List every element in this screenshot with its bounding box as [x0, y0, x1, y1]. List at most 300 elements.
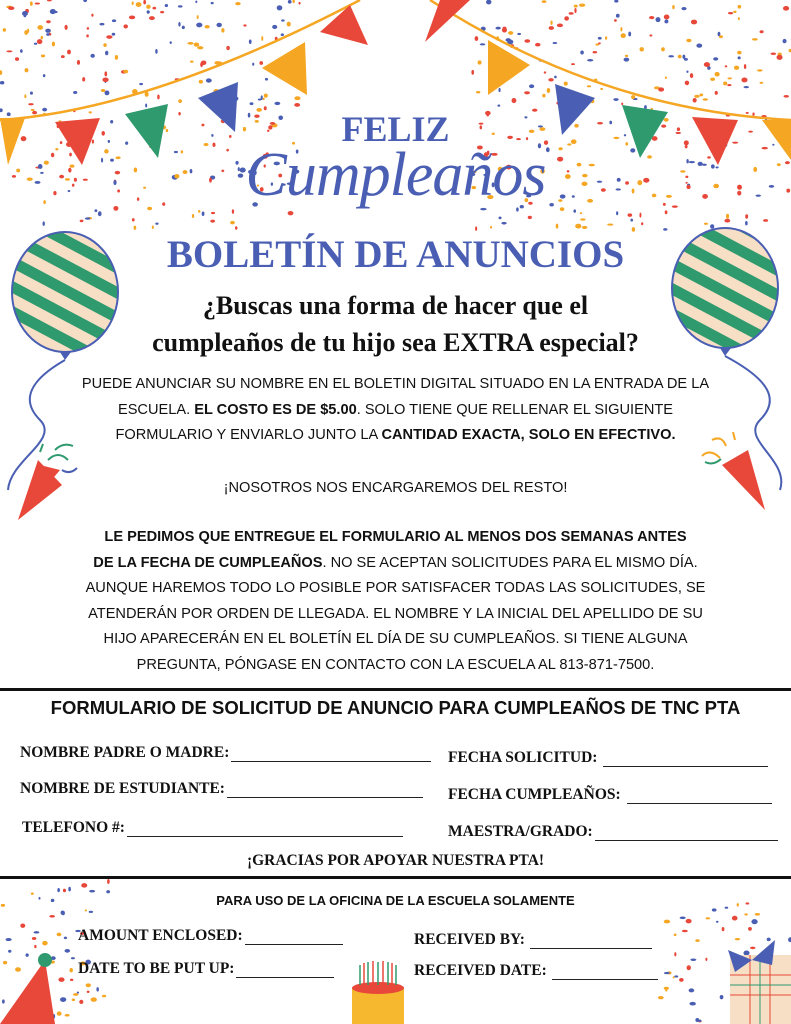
amount-enclosed-input[interactable]	[245, 931, 343, 945]
confetti-dot	[689, 1002, 695, 1006]
teacher-grade-input[interactable]	[595, 827, 778, 841]
confetti-dot	[249, 39, 252, 43]
intro-line	[0, 398, 791, 424]
confetti-dot	[112, 33, 116, 36]
confetti-dot	[57, 1011, 62, 1015]
notice-line: HIJO APARECERÁN EN EL BOLETÍN EL DÍA DE SU CUMPLEAÑOS. SI TIENE ALGUNA	[103, 631, 688, 647]
confetti-dot	[102, 77, 108, 82]
confetti-dot	[99, 23, 104, 26]
confetti-dot	[104, 71, 107, 76]
confetti-dot	[554, 76, 557, 79]
confetti-dot	[593, 51, 598, 53]
confetti-dot	[750, 947, 755, 950]
confetti-dot	[25, 68, 29, 72]
intro-line: PUEDE ANUNCIAR SU NOMBRE EN EL BOLETIN DIGITAL SITUADO EN LA ENTRADA DE LA	[81, 376, 710, 392]
confetti-dot	[630, 219, 633, 222]
confetti-dot	[598, 37, 602, 40]
birthday-cake	[352, 961, 404, 1024]
confetti-dot	[72, 998, 75, 1001]
confetti-dot	[69, 968, 72, 972]
confetti-dot	[91, 14, 93, 17]
confetti-dot	[77, 60, 80, 65]
confetti-dot	[147, 10, 150, 14]
confetti-dot	[45, 29, 51, 33]
divider	[0, 688, 791, 691]
confetti-dot	[77, 992, 79, 994]
confetti-dot	[529, 84, 534, 88]
confetti-dot	[690, 958, 696, 961]
confetti-dot	[210, 220, 215, 223]
field-label: TELEFONO #:	[22, 819, 125, 836]
page-title: BOLETÍN DE ANUNCIOS	[166, 233, 625, 276]
confetti-dot	[471, 70, 474, 75]
confetti-dot	[783, 39, 787, 43]
question-heading	[0, 287, 791, 361]
confetti-dot	[107, 879, 110, 884]
confetti-dot	[129, 15, 135, 19]
confetti-dot	[741, 78, 747, 83]
confetti-dot	[713, 57, 718, 60]
notice-line: PREGUNTA, PÓNGASE EN CONTACTO CON LA ESCUELA AL 813-871-7500.	[136, 656, 655, 673]
confetti-dot	[719, 35, 723, 38]
text: . NO SE ACEPTAN SOLICITUDES PARA EL MISMO DÍA.	[322, 554, 698, 571]
confetti-dot	[288, 0, 292, 4]
confetti-dot	[123, 70, 128, 74]
confetti-dot	[155, 222, 158, 224]
confetti-dot	[649, 16, 654, 19]
confetti-dot	[542, 94, 545, 98]
confetti-dot	[57, 888, 60, 892]
confetti-dot	[564, 82, 568, 86]
confetti-dot	[15, 57, 19, 61]
confetti-dot	[542, 0, 547, 3]
cumpleanos-script-heading: Cumpleaños	[245, 141, 546, 209]
confetti-dot	[502, 27, 506, 31]
confetti-dot	[146, 5, 150, 9]
confetti-dot	[517, 33, 521, 35]
confetti-dot	[192, 214, 194, 218]
confetti-dot	[259, 61, 263, 65]
confetti-dot	[767, 938, 771, 942]
confetti-dot	[43, 74, 45, 77]
thanks-text: ¡GRACIAS POR APOYAR NUESTRA PTA!	[246, 852, 545, 869]
confetti-dot	[752, 38, 758, 41]
confetti-dot	[89, 911, 93, 913]
confetti-dot	[616, 14, 620, 18]
notice-line: ATENDERÁN POR ORDEN DE LLEGADA. EL NOMBRE Y LA INICIAL DEL APELLIDO DE SU	[88, 605, 703, 622]
confetti-dot	[682, 55, 685, 59]
confetti-dot	[723, 82, 727, 86]
notice-line: LE PEDIMOS QUE ENTREGUE EL FORMULARIO AL MENOS DOS SEMANAS ANTES	[104, 529, 687, 545]
confetti-dot	[665, 77, 667, 79]
confetti-dot	[64, 937, 67, 939]
confetti-dot	[580, 51, 584, 55]
confetti-dot	[695, 939, 699, 942]
confetti-dot	[170, 41, 172, 44]
confetti-dot	[744, 913, 747, 915]
confetti-dot	[656, 17, 661, 22]
confetti-dot	[6, 50, 12, 52]
confetti-dot	[475, 226, 477, 231]
gift-box	[728, 940, 791, 1024]
confetti-dot	[230, 221, 235, 225]
confetti-dot	[605, 36, 607, 40]
confetti-dot	[621, 33, 626, 38]
confetti-dot	[261, 36, 263, 41]
received-by-input[interactable]	[530, 935, 652, 949]
confetti-dot	[73, 993, 79, 996]
birthday-date-input[interactable]	[627, 790, 772, 804]
confetti-dot	[272, 25, 277, 29]
request-date-field[interactable]	[448, 749, 768, 767]
confetti-dot	[720, 995, 724, 999]
confetti-dot	[686, 70, 688, 72]
confetti-dot	[600, 88, 603, 90]
confetti-dot	[693, 98, 697, 103]
confetti-dot	[486, 0, 491, 4]
confetti-dot	[15, 967, 21, 972]
confetti-dot	[57, 933, 62, 937]
confetti-dot	[287, 22, 291, 27]
confetti-dot	[27, 29, 29, 33]
confetti-dot	[783, 95, 789, 98]
confetti-dot	[715, 72, 720, 77]
confetti-dot	[211, 212, 215, 214]
notice-paragraph	[0, 525, 791, 678]
phone-field[interactable]	[22, 819, 403, 837]
confetti-dot	[672, 5, 674, 9]
confetti-dot	[61, 911, 65, 915]
confetti-dot	[733, 11, 736, 13]
confetti-dot	[206, 78, 212, 82]
feliz-heading: FELIZ	[341, 109, 450, 149]
confetti-dot	[145, 103, 147, 107]
confetti-dot	[686, 919, 692, 923]
confetti-dot	[3, 961, 7, 965]
confetti-dot	[735, 938, 740, 940]
confetti-dot	[703, 98, 708, 101]
confetti-dot	[571, 63, 575, 65]
confetti-dot	[751, 919, 757, 924]
confetti-dot	[82, 77, 85, 81]
confetti-dot	[587, 59, 593, 62]
confetti-dot	[103, 43, 106, 47]
confetti-dot	[580, 212, 582, 214]
field-label: FECHA SOLICITUD:	[448, 749, 598, 766]
field-label: RECEIVED DATE:	[414, 962, 547, 979]
confetti-dot	[620, 27, 622, 32]
confetti-dot	[745, 221, 748, 225]
confetti-dot	[194, 43, 199, 47]
confetti-dot	[556, 224, 559, 229]
confetti-dot	[549, 26, 554, 30]
confetti-dot	[673, 976, 675, 978]
confetti-dot	[165, 4, 168, 7]
confetti-dot	[149, 16, 155, 20]
confetti-dot	[79, 1000, 83, 1004]
confetti-dot	[524, 39, 530, 43]
confetti-dot	[553, 42, 558, 44]
confetti-dot	[722, 927, 725, 931]
amount-enclosed-field[interactable]	[78, 927, 343, 945]
text: DE LA FECHA DE CUMPLEAÑOS	[93, 554, 323, 571]
confetti-dot	[143, 0, 146, 4]
confetti-dot	[196, 23, 202, 28]
student-name-field[interactable]	[20, 780, 423, 798]
confetti-dot	[699, 93, 703, 96]
confetti-dot	[681, 7, 686, 10]
confetti-dot	[686, 39, 691, 42]
confetti-dot	[49, 915, 55, 918]
confetti-dot	[495, 27, 500, 30]
confetti-dot	[292, 0, 294, 3]
notice-line	[0, 551, 791, 577]
confetti-dot	[687, 965, 691, 970]
confetti-dot	[160, 11, 164, 14]
confetti-dot	[777, 55, 783, 60]
confetti-dot	[664, 972, 670, 974]
confetti-dot	[106, 35, 112, 39]
confetti-dot	[614, 19, 617, 22]
confetti-dot	[490, 226, 492, 229]
confetti-dot	[258, 98, 262, 100]
confetti-dot	[294, 103, 300, 107]
confetti-dot	[544, 71, 547, 73]
field-label: AMOUNT ENCLOSED:	[78, 927, 243, 944]
confetti-dot	[123, 24, 128, 28]
received-date-field[interactable]	[414, 962, 658, 980]
confetti-dot	[726, 214, 729, 219]
confetti-dot	[28, 103, 33, 105]
confetti-dot	[201, 61, 207, 66]
confetti-dot	[498, 217, 501, 220]
confetti-dot	[744, 64, 746, 69]
confetti-dot	[152, 225, 154, 228]
confetti-dot	[22, 11, 28, 16]
confetti-dot	[134, 226, 137, 230]
confetti-dot	[187, 42, 193, 45]
confetti-dot	[178, 99, 182, 103]
confetti-dot	[704, 62, 710, 67]
confetti-dot	[73, 91, 77, 94]
closing-line: ¡NOSOTROS NOS ENCARGAREMOS DEL RESTO!	[223, 480, 568, 496]
confetti-dot	[157, 95, 160, 100]
field-label: FECHA CUMPLEAÑOS:	[448, 786, 621, 803]
confetti-dot	[613, 98, 618, 101]
confetti-dot	[745, 214, 748, 218]
confetti-dot	[71, 957, 75, 959]
cost-text: EL COSTO ES DE $5.00	[194, 401, 357, 418]
confetti-dot	[235, 226, 238, 230]
confetti-dot	[115, 55, 118, 60]
confetti-dot	[60, 997, 66, 1002]
confetti-dot	[30, 92, 33, 95]
teacher-grade-field[interactable]	[448, 823, 778, 841]
confetti-dot	[46, 20, 51, 23]
confetti-dot	[664, 920, 670, 924]
confetti-dot	[41, 36, 44, 39]
confetti-dot	[65, 949, 70, 953]
field-label: NOMBRE DE ESTUDIANTE:	[20, 780, 225, 797]
confetti-dot	[582, 226, 587, 229]
confetti-dot	[52, 11, 58, 13]
confetti-dot	[760, 82, 764, 84]
confetti-dot	[579, 3, 585, 6]
field-label: RECEIVED BY:	[414, 931, 525, 948]
confetti-dot	[211, 2, 214, 4]
confetti-dot	[628, 213, 633, 216]
field-label: MAESTRA/GRADO:	[448, 823, 593, 840]
confetti-dot	[728, 12, 733, 14]
confetti-dot	[498, 88, 500, 92]
confetti-dot	[152, 7, 156, 10]
confetti-dot	[41, 54, 45, 57]
confetti-dot	[102, 995, 106, 998]
confetti-dot	[685, 81, 689, 86]
confetti-dot	[132, 218, 135, 221]
confetti-dot	[587, 85, 591, 87]
text: . SOLO TIENE QUE RELLENAR EL SIGUIENTE	[356, 401, 674, 418]
confetti-dot	[680, 917, 686, 920]
confetti-dot	[512, 98, 517, 103]
confetti-dot	[101, 89, 106, 92]
confetti-dot	[715, 91, 718, 95]
confetti-dot	[725, 65, 728, 67]
birthday-date-field[interactable]	[448, 786, 772, 804]
confetti-dot	[674, 975, 678, 977]
confetti-dot	[70, 979, 73, 981]
confetti-dot	[235, 2, 240, 5]
confetti-dot	[65, 1014, 70, 1017]
confetti-dot	[664, 987, 669, 990]
confetti-dot	[569, 12, 574, 15]
parent-name-field[interactable]	[20, 744, 431, 762]
intro-line	[0, 423, 791, 449]
confetti-dot	[501, 222, 506, 225]
confetti-dot	[738, 17, 740, 20]
confetti-dot	[243, 24, 246, 26]
question-line: cumpleaños de tu hijo sea EXTRA especial?	[152, 328, 639, 357]
confetti-dot	[132, 2, 134, 5]
confetti-dot	[105, 51, 108, 56]
confetti-dot	[63, 889, 66, 893]
confetti-dot	[67, 50, 71, 55]
confetti-dot	[732, 916, 738, 921]
confetti-dot	[734, 66, 739, 70]
confetti-dot	[706, 917, 711, 919]
confetti-dot	[678, 55, 682, 59]
confetti-dot	[2, 999, 5, 1003]
confetti-dot	[43, 221, 45, 226]
confetti-dot	[476, 91, 480, 93]
confetti-dot	[621, 103, 623, 106]
confetti-dot	[24, 94, 26, 98]
confetti-dot	[607, 224, 613, 226]
confetti-dot	[624, 58, 630, 62]
confetti-dot	[625, 55, 628, 57]
confetti-dot	[478, 60, 482, 64]
confetti-dot	[98, 211, 102, 216]
confetti-dot	[679, 978, 684, 982]
divider	[0, 876, 791, 879]
confetti-dot	[528, 216, 532, 219]
date-put-up-field[interactable]	[78, 960, 334, 978]
confetti-dot	[299, 2, 301, 5]
confetti-dot	[96, 987, 99, 991]
confetti-dot	[37, 39, 42, 44]
confetti-dot	[674, 952, 676, 956]
confetti-dot	[574, 5, 578, 8]
confetti-dot	[81, 883, 87, 887]
confetti-dot	[557, 23, 563, 27]
confetti-dot	[202, 212, 205, 216]
confetti-dot	[288, 211, 294, 215]
confetti-dot	[86, 983, 91, 987]
confetti-dot	[547, 88, 551, 93]
confetti-dot	[85, 909, 87, 911]
confetti-dot	[80, 220, 84, 223]
confetti-dot	[724, 219, 730, 223]
confetti-dot	[475, 36, 479, 41]
confetti-dot	[34, 945, 36, 948]
confetti-dot	[738, 5, 742, 9]
confetti-dot	[85, 217, 90, 219]
confetti-dot	[628, 32, 631, 37]
party-hat	[0, 953, 55, 1024]
parent-name-input[interactable]	[231, 748, 431, 762]
confetti-dot	[658, 996, 664, 999]
confetti-dot	[197, 15, 199, 19]
confetti-dot	[264, 93, 268, 97]
confetti-dot	[252, 63, 254, 66]
confetti-dot	[704, 223, 708, 225]
confetti-dot	[91, 54, 95, 58]
confetti-dot	[182, 26, 185, 30]
confetti-dot	[674, 933, 677, 936]
student-name-input[interactable]	[227, 784, 423, 798]
confetti-dot	[250, 102, 254, 105]
confetti-dot	[8, 6, 14, 10]
confetti-dot	[35, 2, 40, 4]
form-title: FORMULARIO DE SOLICITUD DE ANUNCIO PARA CUMPLEAÑOS DE TNC PTA	[50, 697, 741, 718]
phone-input[interactable]	[127, 823, 403, 837]
confetti-dot	[294, 96, 300, 100]
request-date-input[interactable]	[603, 753, 768, 767]
confetti-dot	[727, 84, 731, 86]
confetti-dot	[25, 953, 28, 956]
date-put-up-input[interactable]	[236, 964, 334, 978]
received-date-input[interactable]	[552, 966, 658, 980]
confetti-dot	[696, 44, 702, 48]
confetti-dot	[664, 15, 670, 20]
text: ESCUELA.	[117, 401, 195, 418]
received-by-field[interactable]	[414, 931, 652, 949]
confetti-dot	[42, 941, 48, 946]
confetti-dot	[30, 1, 33, 5]
office-title: PARA USO DE LA OFICINA DE LA ESCUELA SOLAMENTE	[216, 893, 575, 908]
confetti-dot	[641, 222, 643, 225]
confetti-dot	[0, 81, 4, 84]
confetti-dot	[712, 908, 717, 911]
confetti-dot	[694, 95, 700, 98]
confetti-dot	[274, 102, 280, 105]
confetti-dot	[508, 31, 513, 35]
confetti-dot	[548, 78, 553, 81]
confetti-dot	[695, 1018, 699, 1022]
text: FORMULARIO Y ENVIARLO JUNTO LA	[115, 427, 382, 443]
confetti-dot	[281, 33, 284, 36]
confetti-dot	[205, 25, 210, 29]
